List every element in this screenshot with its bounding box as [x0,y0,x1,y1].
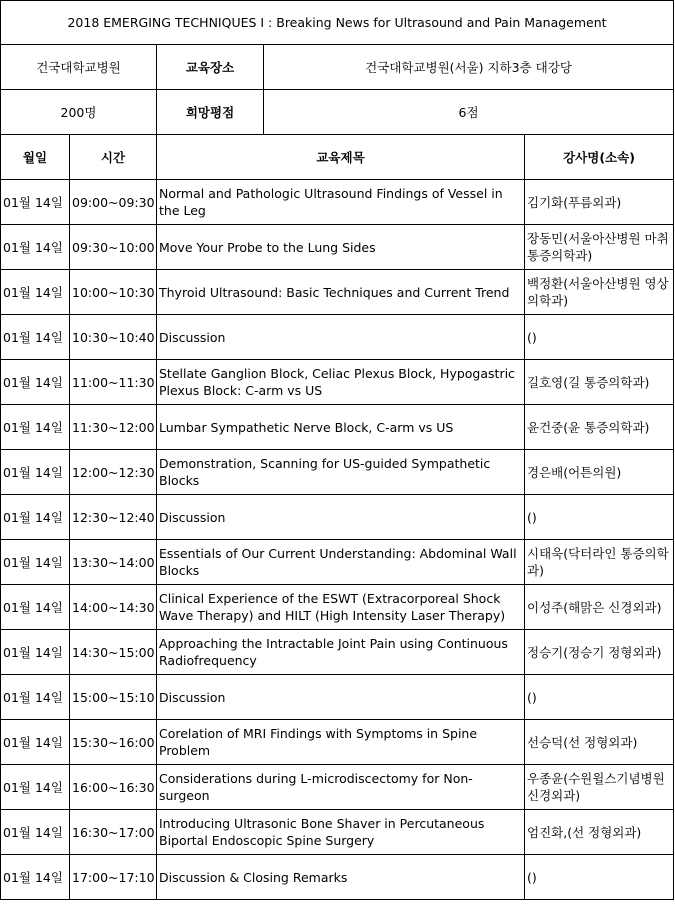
table-row [1,810,674,855]
row-date: 01월 14일 [1,315,70,360]
row-date: 01월 14일 [1,855,70,900]
row-topic: Discussion [157,495,525,540]
table-row [1,270,674,315]
row-speaker: 엄진화,(선 정형외과) [525,810,674,855]
row-time: 15:30~16:00 [70,720,157,765]
row-time: 10:30~10:40 [70,315,157,360]
row-date: 01월 14일 [1,765,70,810]
row-date: 01월 14일 [1,495,70,540]
credit-label: 희망평점 [157,90,264,135]
host-hospital: 건국대학교병원 [1,45,157,90]
row-time: 17:00~17:10 [70,855,157,900]
row-speaker: 길호영(길 통증의학과) [525,360,674,405]
table-row [1,360,674,405]
table-row [1,450,674,495]
row-speaker: 백정환(서울아산병원 영상의학과) [525,270,674,315]
row-topic: Introducing Ultrasonic Bone Shaver in Percutaneous Biportal Endoscopic Spine Surgery [157,810,525,855]
row-speaker: 이성주(해맑은 신경외과) [525,585,674,630]
row-speaker: 장동민(서울아산병원 마취통증의학과) [525,225,674,270]
venue-label: 교육장소 [157,45,264,90]
capacity-value: 200명 [1,90,157,135]
row-topic: Move Your Probe to the Lung Sides [157,225,525,270]
row-time: 13:30~14:00 [70,540,157,585]
row-speaker: () [525,855,674,900]
row-topic: Discussion & Closing Remarks [157,855,525,900]
row-topic: Corelation of MRI Findings with Symptoms in Spine Problem [157,720,525,765]
row-date: 01월 14일 [1,630,70,675]
row-speaker: () [525,495,674,540]
venue-value: 건국대학교병원(서울) 지하3층 대강당 [264,45,674,90]
row-time: 12:00~12:30 [70,450,157,495]
table-row [1,315,674,360]
row-topic: Lumbar Sympathetic Nerve Block, C-arm vs US [157,405,525,450]
row-speaker: 시태욱(닥터라인 통증의학과) [525,540,674,585]
row-speaker: 선승덕(선 정형외과) [525,720,674,765]
row-topic: Discussion [157,675,525,720]
header-speaker: 강사명(소속) [525,135,674,180]
table-row [1,585,674,630]
row-speaker: 김기화(푸름외과) [525,180,674,225]
row-topic: Clinical Experience of the ESWT (Extracorporeal Shock Wave Therapy) and HILT (High Intensity Laser Therapy) [157,585,525,630]
table-row [1,180,674,225]
row-speaker: 경은배(어튼의원) [525,450,674,495]
table-row [1,855,674,900]
row-date: 01월 14일 [1,675,70,720]
row-date: 01월 14일 [1,450,70,495]
table-row [1,540,674,585]
row-speaker: () [525,675,674,720]
row-topic: Essentials of Our Current Understanding: Abdominal Wall Blocks [157,540,525,585]
row-topic: Demonstration, Scanning for US-guided Sympathetic Blocks [157,450,525,495]
row-date: 01월 14일 [1,270,70,315]
row-date: 01월 14일 [1,810,70,855]
table-row [1,495,674,540]
row-speaker: 윤건중(윤 통증의학과) [525,405,674,450]
row-topic: Normal and Pathologic Ultrasound Findings of Vessel in the Leg [157,180,525,225]
header-topic: 교육제목 [157,135,525,180]
row-topic: Stellate Ganglion Block, Celiac Plexus Block, Hypogastric Plexus Block: C-arm vs US [157,360,525,405]
header-time: 시간 [70,135,157,180]
row-time: 16:00~16:30 [70,765,157,810]
row-date: 01월 14일 [1,585,70,630]
credit-value: 6점 [264,90,674,135]
table-row [1,225,674,270]
row-time: 09:30~10:00 [70,225,157,270]
row-time: 09:00~09:30 [70,180,157,225]
row-date: 01월 14일 [1,360,70,405]
table-row [1,630,674,675]
row-speaker: 정승기(정승기 정형외과) [525,630,674,675]
row-time: 14:00~14:30 [70,585,157,630]
row-time: 11:00~11:30 [70,360,157,405]
row-date: 01월 14일 [1,405,70,450]
table-row [1,765,674,810]
row-time: 14:30~15:00 [70,630,157,675]
row-topic: Thyroid Ultrasound: Basic Techniques and Current Trend [157,270,525,315]
row-time: 16:30~17:00 [70,810,157,855]
table-row [1,675,674,720]
row-date: 01월 14일 [1,180,70,225]
row-time: 11:30~12:00 [70,405,157,450]
table-row [1,405,674,450]
page-title: 2018 EMERGING TECHNIQUES I : Breaking News for Ultrasound and Pain Management [1,1,674,45]
row-topic: Discussion [157,315,525,360]
row-date: 01월 14일 [1,720,70,765]
row-topic: Approaching the Intractable Joint Pain using Continuous Radiofrequency [157,630,525,675]
row-speaker: () [525,315,674,360]
row-time: 12:30~12:40 [70,495,157,540]
row-topic: Considerations during L-microdiscectomy for Non-surgeon [157,765,525,810]
table-row [1,720,674,765]
header-date: 월일 [1,135,70,180]
row-date: 01월 14일 [1,225,70,270]
row-time: 15:00~15:10 [70,675,157,720]
row-date: 01월 14일 [1,540,70,585]
row-speaker: 우종윤(수원윌스기념병원 신경외과) [525,765,674,810]
row-time: 10:00~10:30 [70,270,157,315]
